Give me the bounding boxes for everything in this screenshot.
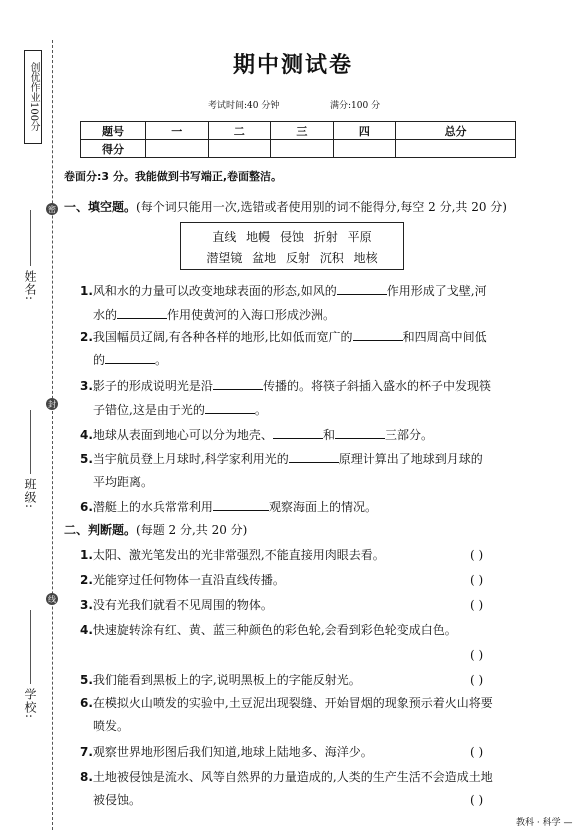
answer-blank[interactable] [117, 307, 167, 319]
answer-blank[interactable] [213, 378, 263, 390]
seal-line [52, 40, 53, 830]
question-line: 平均距离。 [93, 475, 154, 489]
section2-heading [64, 522, 247, 538]
name-field[interactable] [30, 210, 31, 266]
answer-blank[interactable] [273, 427, 323, 439]
answer-blank[interactable] [105, 352, 155, 364]
answer-blank[interactable] [205, 402, 255, 414]
word-bank-row: 潜望镜 盆地 反射 沉积 地核 [206, 251, 378, 265]
answer-parens[interactable]: ( ) [470, 573, 484, 587]
school-label: 学校: [23, 688, 37, 720]
answer-parens[interactable]: ( ) [470, 548, 484, 562]
question-line: 5.当宇航员登上月球时,科学家利用光的 原理计算出了地球到月球的 [80, 452, 483, 466]
answer-blank[interactable] [353, 329, 403, 341]
exam-time: 考试时间:40 分钟 [208, 101, 280, 111]
section1-title: 一、填空题。 [64, 200, 137, 214]
answer-parens[interactable]: ( ) [470, 793, 484, 807]
answer-blank[interactable] [289, 451, 339, 463]
full-score: 满分:100 分 [330, 101, 381, 111]
answer-blank[interactable] [213, 499, 269, 511]
section1-heading [64, 199, 507, 215]
score-row-label: 得分 [81, 140, 146, 158]
school-field[interactable] [30, 610, 31, 684]
neatness-note: 卷面分:3 分。我能做到书写端正,卷面整洁。 [64, 170, 283, 183]
page-title: 期中测试卷 [232, 52, 353, 78]
word-bank-row: 直线 地幔 侵蚀 折射 平原 [212, 230, 372, 244]
question-line: 水的 作用使黄河的入海口形成沙洲。 [93, 308, 336, 322]
section2-title: 二、判断题。 [64, 523, 137, 537]
question-line: 2.我国幅员辽阔,有各种各样的地形,比如低而宽广的 和四周高中间低 [80, 330, 487, 344]
question-line: 1.风和水的力量可以改变地球表面的形态,如风的 作用形成了戈壁,河 [80, 284, 487, 298]
question-line: 6.在模拟火山喷发的实验中,土豆泥出现裂缝、开始冒烟的现象预示着火山将要 [80, 696, 493, 710]
seal-mark: 线 [48, 594, 56, 604]
question-line: 3.影子的形成说明光是沿 传播的。将筷子斜插入盛水的杯子中发现筷 [80, 379, 491, 393]
score-header: 题号 [81, 122, 146, 140]
answer-parens[interactable]: ( ) [470, 598, 484, 612]
question-line: 3.没有光我们就看不见周围的物体。 [80, 598, 273, 612]
question-line: 喷发。 [93, 719, 130, 733]
answer-blank[interactable] [335, 427, 385, 439]
footer-label: 教科 · 科学 — [516, 818, 573, 828]
class-field[interactable] [30, 410, 31, 474]
score-cell[interactable] [333, 140, 396, 158]
score-cell[interactable] [396, 140, 516, 158]
question-line: 子错位,这是由于光的 。 [93, 403, 267, 417]
score-header: 一 [146, 122, 209, 140]
question-line: 1.太阳、激光笔发出的光非常强烈,不能直接用肉眼去看。 [80, 548, 385, 562]
question-line: 5.我们能看到黑板上的字,说明黑板上的字能反射光。 [80, 673, 361, 687]
question-line: 8.土地被侵蚀是流水、风等自然界的力量造成的,人类的生产生活不会造成土地 [80, 770, 493, 784]
score-cell[interactable] [208, 140, 271, 158]
section2-note: (每题 2 分,共 20 分) [136, 523, 248, 537]
score-header: 总分 [396, 122, 516, 140]
class-label: 班级: [23, 478, 37, 510]
answer-parens[interactable]: ( ) [470, 648, 484, 662]
score-header: 三 [271, 122, 334, 140]
answer-parens[interactable]: ( ) [470, 745, 484, 759]
name-label: 姓名: [23, 270, 37, 302]
question-line: 6.潜艇上的水兵常常利用 观察海面上的情况。 [80, 500, 377, 514]
question-line: 2.光能穿过任何物体一直沿直线传播。 [80, 573, 285, 587]
score-header: 四 [333, 122, 396, 140]
answer-parens[interactable]: ( ) [470, 673, 484, 687]
question-line: 被侵蚀。 [93, 793, 142, 807]
question-line: 7.观察世界地形图后我们知道,地球上陆地多、海洋少。 [80, 745, 373, 759]
brand-label: 创优作业100分 [24, 50, 42, 144]
score-cell[interactable] [146, 140, 209, 158]
word-bank [180, 222, 404, 270]
section1-note: (每个词只能用一次,选错或者使用别的词不能得分,每空 2 分,共 20 分) [136, 200, 507, 214]
question-line: 的 。 [93, 353, 168, 367]
answer-blank[interactable] [337, 283, 387, 295]
score-header: 二 [208, 122, 271, 140]
question-line: 4.快速旋转涂有红、黄、蓝三种颜色的彩色轮,会看到彩色轮变成白色。 [80, 623, 457, 637]
seal-mark: 封 [48, 399, 56, 409]
score-cell[interactable] [271, 140, 334, 158]
score-table [80, 121, 516, 158]
question-line: 4.地球从表面到地心可以分为地壳、 和 三部分。 [80, 428, 433, 442]
seal-mark: 密 [48, 204, 56, 214]
